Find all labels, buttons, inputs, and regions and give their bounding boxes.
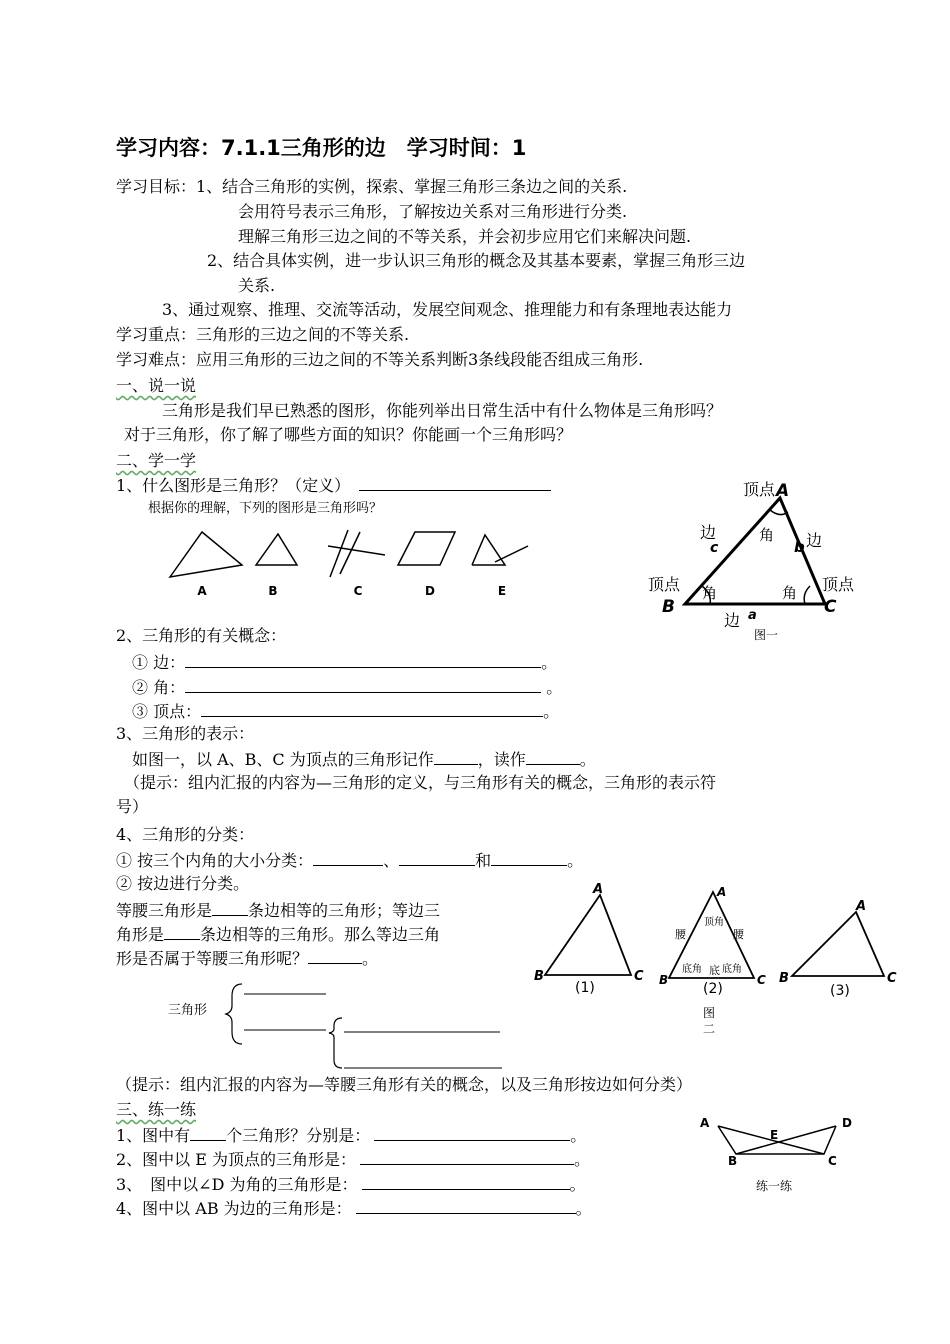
classification-tree: [226, 980, 511, 1072]
shape-label-a: A: [197, 584, 207, 598]
goals-line-1: 学习目标：1、结合三角形的实例，探索、掌握三角形三条边之间的关系.: [116, 177, 628, 196]
vertex-a: A: [776, 481, 790, 501]
base-label: 底: [709, 964, 720, 977]
leg-label-right: 腰: [733, 928, 744, 941]
concept-angle-blank[interactable]: [185, 676, 541, 693]
concept-vertex-label: ③ 顶点：: [132, 702, 202, 721]
angle-class-blank-2[interactable]: [399, 849, 475, 866]
figure-2-caption-1: 图: [703, 1006, 716, 1020]
angle-a-label: 角: [759, 526, 775, 544]
definition-blank[interactable]: [359, 474, 551, 491]
question-2: 2、三角形的有关概念：: [116, 626, 287, 645]
vertex-c: C: [824, 597, 837, 617]
figure-2-caption-2: 二: [703, 1022, 716, 1036]
angle-c-label: 角: [782, 584, 798, 602]
goals-line-5: 关系.: [238, 276, 276, 295]
svg-text:D: D: [842, 1116, 852, 1130]
question-1: [116, 474, 551, 497]
figure-2-triangle-1: [545, 895, 631, 975]
vertex-b: B: [662, 597, 675, 617]
concept-angle-row: ② 角： 。: [132, 678, 563, 697]
svg-text:A: A: [700, 1116, 710, 1130]
shape-label-b: B: [268, 584, 278, 598]
triangle-list-blank[interactable]: [374, 1124, 570, 1141]
isosceles-text-1: 等腰三角形是 条边相等的三角形；等边三: [116, 901, 441, 920]
svg-text:B: B: [779, 971, 789, 986]
isosceles-blank[interactable]: [212, 899, 248, 916]
base-angle-left: 底角: [682, 964, 702, 975]
classify-by-side: ② 按边进行分类。: [116, 874, 250, 893]
concept-side-row: ① 边： 。: [132, 653, 558, 672]
section1-paragraph-1: 三角形是我们早已熟悉的图形，你能列举出日常生活中有什么物体是三角形吗？: [162, 401, 723, 420]
shape-e-line: [495, 546, 528, 562]
vertex-e-blank[interactable]: [360, 1148, 574, 1165]
equilateral-blank[interactable]: [164, 923, 200, 940]
angle-class-blank-3[interactable]: [491, 849, 567, 866]
tree-brace-1: [226, 984, 242, 1044]
difficulty: 学习难点：应用三角形的三边之间的不等关系判断3条线段能否组成三角形.: [116, 350, 644, 369]
angle-c-arc: [804, 586, 810, 604]
classify-by-angle-row: ① 按三个内角的大小分类： 、 和 。: [116, 851, 584, 870]
shape-label-e: E: [497, 584, 507, 598]
svg-text:B: B: [534, 969, 544, 984]
figure-2-label-1: (1): [575, 980, 595, 996]
page-title: 学习内容：7.1.1三角形的边 学习时间：1: [116, 136, 527, 160]
left-vertex-label: 顶点: [648, 575, 681, 594]
hint-1-line-2: 号）: [116, 797, 149, 816]
figure-2: [530, 880, 910, 1045]
shapes-figure: [160, 522, 540, 612]
question-3: 3、三角形的表示：: [116, 724, 255, 743]
side-c: c: [710, 540, 719, 556]
leg-label-left: 腰: [675, 928, 686, 941]
practice-q1: 1、图中有 个三角形？分别是： 。: [116, 1126, 587, 1145]
concept-vertex-blank[interactable]: [201, 700, 543, 717]
goals-line-6: 3、通过观察、推理、交流等活动，发展空间观念、推理能力和有条理地表达能力: [162, 300, 733, 319]
svg-text:C: C: [757, 973, 766, 987]
svg-text:C: C: [828, 1154, 837, 1168]
section2-heading: 二、学一学: [116, 451, 197, 470]
svg-text:A: A: [856, 899, 867, 914]
section1-heading: 一、说一说: [116, 376, 197, 395]
triangle-count-blank[interactable]: [190, 1124, 226, 1141]
svg-text:C: C: [887, 971, 897, 986]
figure-1-triangle: [640, 476, 880, 646]
side-ab-blank[interactable]: [356, 1197, 576, 1214]
svg-text:A: A: [593, 882, 604, 897]
figure-2-label-3: (3): [830, 983, 850, 999]
side-c-edge-label: 边: [700, 523, 717, 542]
angle-class-blank-1[interactable]: [313, 849, 383, 866]
notation-blank[interactable]: [434, 748, 478, 765]
svg-text:C: C: [634, 969, 644, 984]
tree-root: 三角形: [168, 1003, 208, 1018]
question-4: 4、三角形的分类：: [116, 825, 255, 844]
shape-c-line-3: [340, 532, 360, 574]
side-a-edge-label: 边: [724, 611, 741, 630]
svg-text:A: A: [717, 885, 727, 899]
practice-figure: [696, 1110, 866, 1200]
key-point: 学习重点：三角形的三边之间的不等关系.: [116, 325, 410, 344]
shape-c-line-2: [330, 530, 348, 577]
shape-label-c: C: [353, 584, 363, 598]
section1-paragraph-2: 对于三角形，你了解了哪些方面的知识？你能画一个三角形吗？: [124, 425, 573, 444]
concept-vertex-row: ③ 顶点： 。: [132, 702, 560, 721]
angle-d-blank[interactable]: [362, 1173, 570, 1190]
goals-line-4: 2、结合具体实例，进一步认识三角形的概念及其基本要素，掌握三角形三边: [207, 251, 746, 270]
notation-row: 如图一，以 A、B、C 为顶点的三角形记作 ，读作 。: [132, 750, 596, 769]
isosceles-text-2: 角形是 条边相等的三角形。那么等边三角: [116, 925, 441, 944]
figure-1-caption: 图一: [754, 628, 779, 642]
practice-diagonal-db: [736, 1126, 836, 1154]
shape-c-line-1: [328, 546, 385, 555]
side-b-edge-label: 边: [806, 531, 823, 550]
practice-caption: 练一练: [756, 1179, 793, 1193]
hint-1-line-1: （提示：组内汇报的内容为—三角形的定义，与三角形有关的概念，三角形的表示符: [124, 773, 717, 792]
practice-q3: 3、 图中以∠D 为角的三角形是： 。: [116, 1175, 586, 1194]
shape-a: [170, 532, 242, 577]
tree-brace-2: [329, 1018, 342, 1068]
figure-2-label-2: (2): [703, 981, 723, 997]
concept-side-blank[interactable]: [185, 651, 541, 668]
svg-text:E: E: [770, 1128, 779, 1142]
belongs-blank[interactable]: [308, 947, 362, 964]
angle-b-label: 角: [702, 584, 718, 602]
shape-b: [256, 534, 297, 565]
concept-side-label: ① 边：: [132, 653, 186, 672]
apex-angle-label: 顶角: [704, 917, 724, 928]
isosceles-text-3: 形是否属于等腰三角形呢？ 。: [116, 949, 379, 968]
figure-2-triangle-3: [792, 912, 884, 976]
question-1-sub: 根据你的理解，下列的图形是三角形吗？: [148, 501, 383, 516]
section3-heading: 三、练一练: [116, 1100, 197, 1119]
base-angle-right: 底角: [722, 964, 742, 975]
shape-label-d: D: [425, 584, 435, 598]
side-a: a: [748, 608, 757, 623]
side-b: b: [794, 538, 805, 556]
top-vertex-label: 顶点: [743, 480, 776, 499]
svg-text:B: B: [659, 973, 669, 987]
reading-blank[interactable]: [526, 748, 580, 765]
concept-angle-label: ② 角：: [132, 678, 186, 697]
shape-e-base: [472, 535, 505, 565]
right-vertex-label: 顶点: [822, 575, 855, 594]
shape-d: [398, 532, 455, 565]
svg-text:B: B: [728, 1154, 738, 1168]
question-1-text: 1、什么图形是三角形？（定义）: [116, 476, 351, 495]
hint-2: （提示：组内汇报的内容为—等腰三角形有关的概念，以及三角形按边如何分类）: [116, 1075, 693, 1094]
goals-line-3: 理解三角形三边之间的不等关系，并会初步应用它们来解决问题.: [238, 227, 692, 246]
practice-q2: 2、图中以 E 为顶点的三角形是： 。: [116, 1150, 591, 1169]
practice-q4: 4、图中以 AB 为边的三角形是： 。: [116, 1199, 592, 1218]
goals-line-2: 会用符号表示三角形，了解按边关系对三角形进行分类.: [238, 202, 628, 221]
